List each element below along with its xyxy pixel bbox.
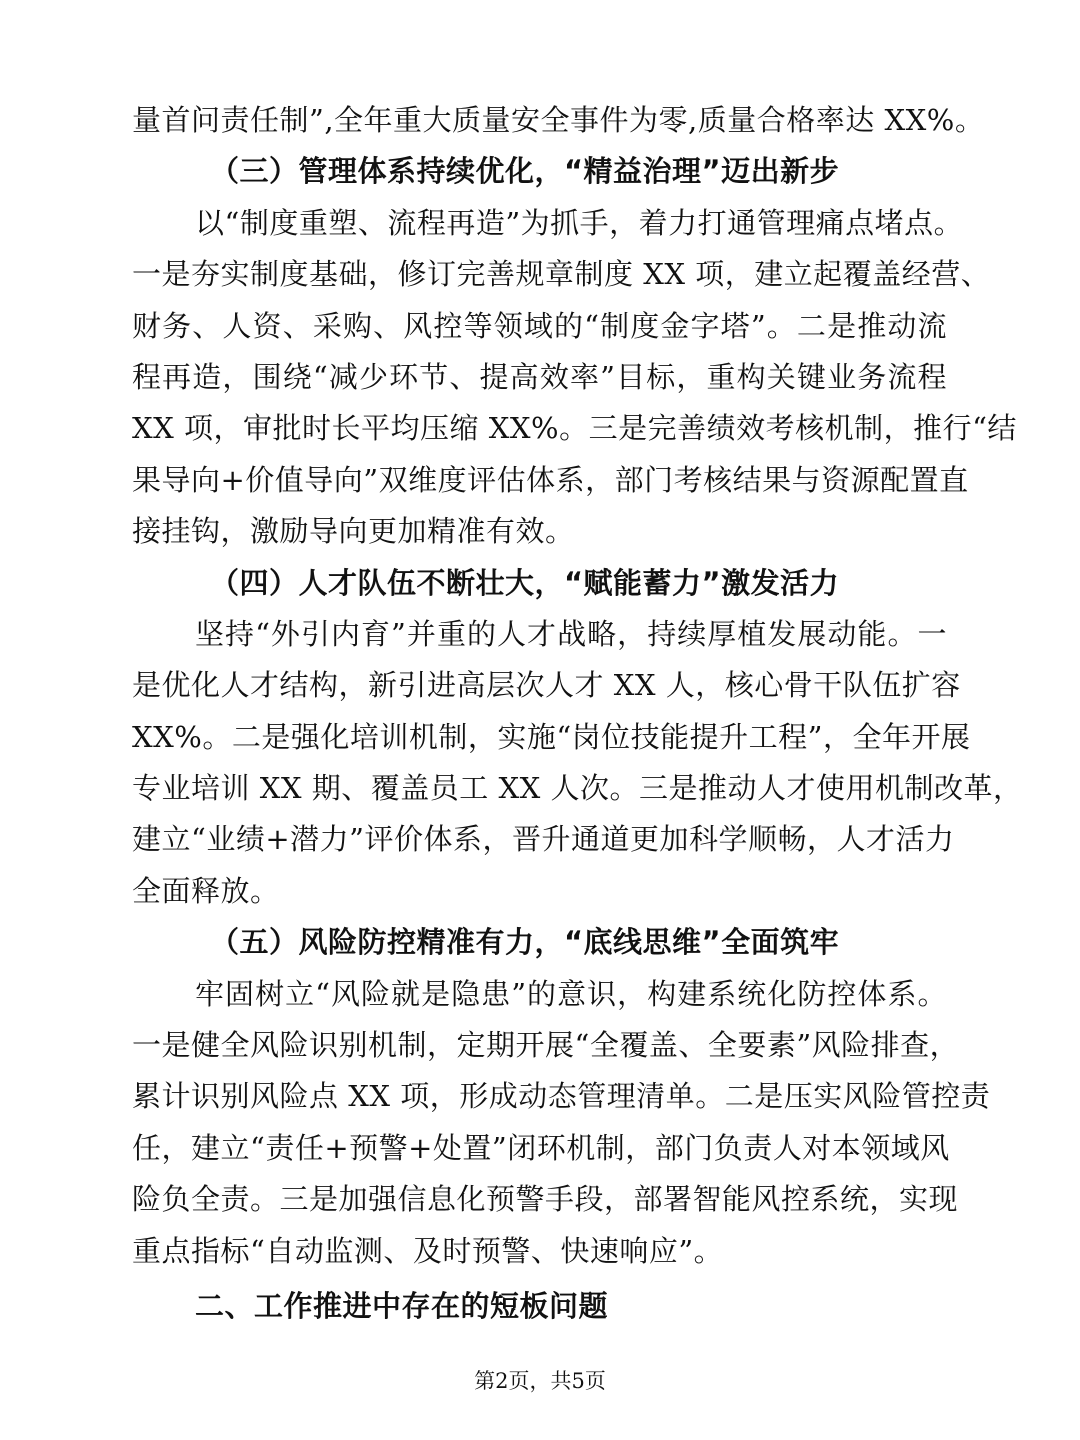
document-body [132, 95, 1023, 1332]
paragraph-line: 全面释放。 [132, 873, 280, 908]
paragraph-line: 财务、人资、采购、风控等领域的“制度金字塔”。二是推动流 [132, 308, 947, 343]
section-heading-4: （四）人才队伍不断壮大，“赋能蓄力”激发活力 [210, 565, 840, 600]
paragraph-line: 险负全责。三是加强信息化预警手段，部署智能风控系统，实现 [132, 1182, 959, 1217]
paragraph-line: 重点指标“自动监测、及时预警、快速响应”。 [132, 1233, 724, 1268]
paragraph-line: 接挂钩，激励导向更加精准有效。 [132, 514, 575, 549]
paragraph-line: 一是夯实制度基础，修订完善规章制度 XX 项，建立起覆盖经营、 [132, 257, 991, 292]
paragraph-line: 任，建立“责任+预警+处置”闭环机制，部门负责人对本领域风 [132, 1130, 950, 1165]
section-heading-2: 二、工作推进中存在的短板问题 [195, 1288, 609, 1323]
paragraph-line: 一是健全风险识别机制，定期开展“全覆盖、全要素”风险排查， [132, 1028, 960, 1063]
paragraph-line: 坚持“外引内育”并重的人才战略，持续厚植发展动能。一 [195, 616, 947, 651]
paragraph-line: 以“制度重塑、流程再造”为抓手，着力打通管理痛点堵点。 [195, 205, 964, 240]
paragraph-line: 牢固树立“风险就是隐患”的意识，构建系统化防控体系。 [195, 976, 947, 1011]
section-heading-5: （五）风险防控精准有力，“底线思维”全面筑牢 [210, 925, 840, 960]
section-heading-3: （三）管理体系持续优化，“精益治理”迈出新步 [210, 154, 840, 189]
page-number: 第2页，共5页 [474, 1369, 606, 1393]
paragraph-line: 果导向+价值导向”双维度评估体系，部门考核结果与资源配置直 [132, 462, 969, 497]
paragraph-line: 量首问责任制”,全年重大质量安全事件为零,质量合格率达 XX%。 [132, 103, 985, 137]
paragraph-line: 专业培训 XX 期、覆盖员工 XX 人次。三是推动人才使用机制改革， [132, 771, 1023, 806]
paragraph-line: XX%。二是强化培训机制，实施“岗位技能提升工程”，全年开展 [132, 719, 971, 754]
paragraph-line: XX 项，审批时长平均压缩 XX%。三是完善绩效考核机制，推行“结 [132, 411, 1017, 446]
paragraph-line: 是优化人才结构，新引进高层次人才 XX 人，核心骨干队伍扩容 [132, 668, 961, 703]
paragraph-line: 建立“业绩+潜力”评价体系，晋升通道更加科学顺畅，人才活力 [132, 822, 955, 857]
paragraph-line: 累计识别风险点 XX 项，形成动态管理清单。二是压实风险管控责 [132, 1079, 991, 1114]
paragraph-line: 程再造，围绕“减少环节、提高效率”目标，重构关键业务流程 [132, 359, 947, 394]
